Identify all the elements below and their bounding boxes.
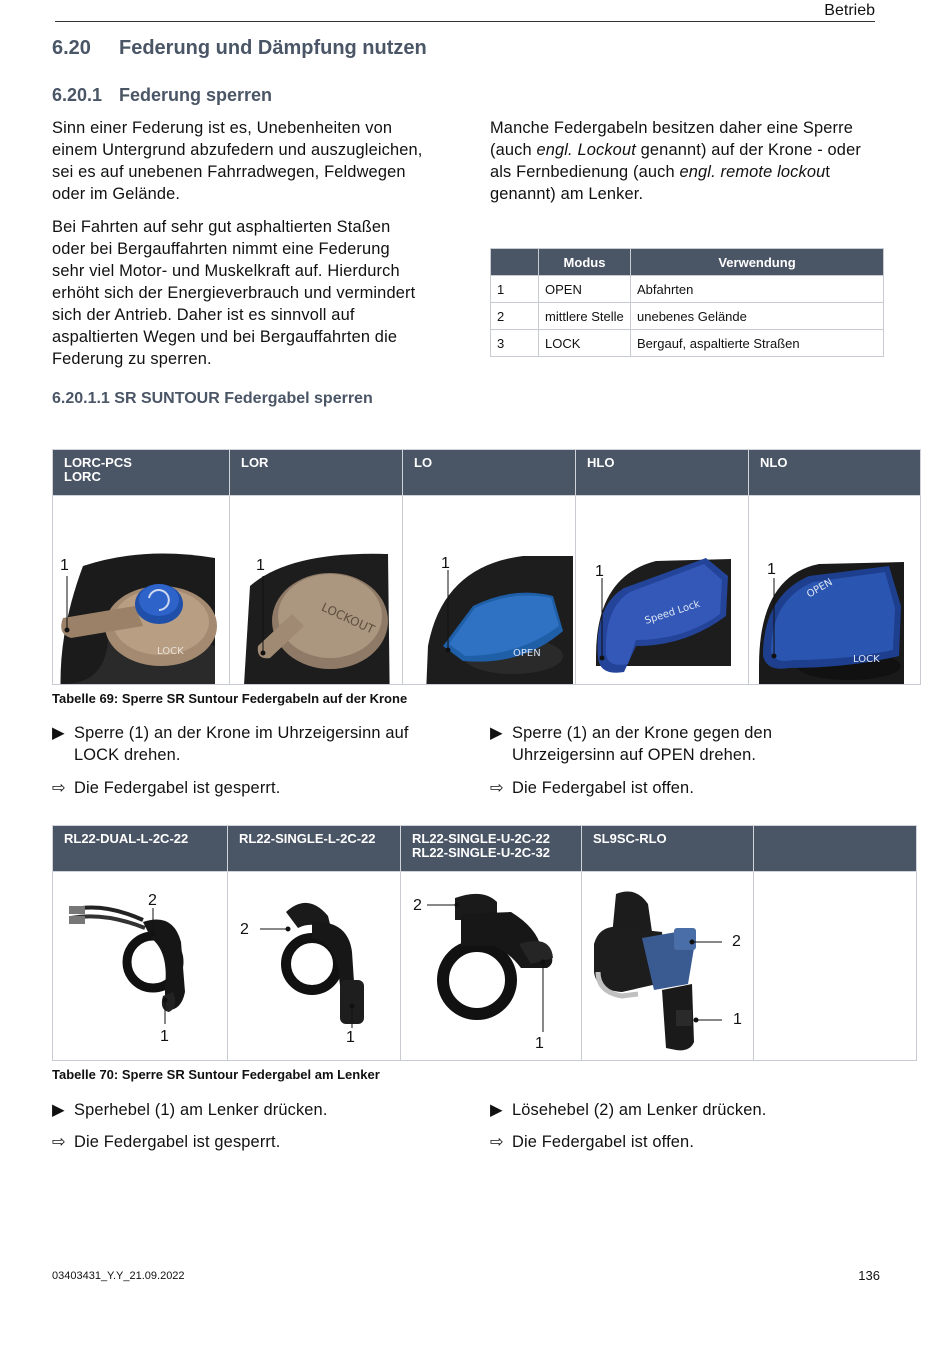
svg-text:2: 2 — [240, 921, 249, 938]
crown-step-lock: ▶ Sperre (1) an der Krone im Uhrzeigersinn auf LOCK drehen. — [52, 724, 409, 764]
bar-col-header: RL22-SINGLE-L-2C-22 — [228, 826, 401, 872]
table-row: 2 mittlere Stelle unebenes Gelände — [491, 303, 884, 330]
crown-col-header: NLO — [749, 450, 921, 496]
table-caption-70: Tabelle 70: Sperre SR Suntour Federgabel am Lenker — [52, 1067, 380, 1082]
crown-col-header: HLO — [576, 450, 749, 496]
svg-text:1: 1 — [535, 1035, 544, 1052]
table-row: 1 OPEN Abfahrten — [491, 276, 884, 303]
bar-col-header: RL22-DUAL-L-2C-22 — [53, 826, 228, 872]
action-arrow-icon: ▶ — [52, 724, 65, 742]
subsection-number: 6.20.1 — [52, 85, 103, 105]
svg-text:1: 1 — [346, 1029, 355, 1046]
bar-figure-cell — [582, 872, 754, 1061]
subsection-heading — [52, 85, 272, 106]
svg-text:LOCKOUT: LOCKOUT — [319, 600, 377, 637]
bar-figure-cell — [401, 872, 582, 1061]
result-arrow-icon: ⇨ — [52, 1133, 66, 1151]
crown-result-lock: ⇨ Die Federgabel ist gesperrt. — [52, 779, 281, 797]
crown-figure-cell — [749, 496, 921, 685]
result-arrow-icon: ⇨ — [52, 779, 66, 797]
rl22-single-u-remote-figure — [401, 872, 582, 1060]
subsubsection-number: 6.20.1.1 — [52, 390, 110, 407]
rl22-single-l-remote-figure — [228, 872, 401, 1060]
bar-col-header: SL9SC-RLO — [582, 826, 754, 872]
lo-knob-figure — [403, 496, 576, 684]
svg-text:1: 1 — [441, 555, 450, 572]
crown-col-header: LORC-PCS LORC — [53, 450, 230, 496]
action-arrow-icon: ▶ — [490, 724, 503, 742]
crown-col-header: LOR — [230, 450, 403, 496]
bar-figure-cell — [228, 872, 401, 1061]
modes-table-header: Modus Verwendung — [491, 249, 884, 276]
rl22-dual-remote-figure — [53, 872, 228, 1060]
document-code: 03403431_Y.Y_21.09.2022 — [52, 1270, 185, 1282]
hlo-knob-figure — [576, 496, 749, 684]
crown-step-open: ▶ Sperre (1) an der Krone gegen den Uhrzeigersinn auf OPEN drehen. — [490, 724, 773, 764]
svg-text:2: 2 — [413, 897, 422, 914]
bar-step-lock: ▶ Sperhebel (1) am Lenker drücken. — [52, 1101, 328, 1119]
svg-text:LOCK: LOCK — [853, 654, 880, 665]
bar-step-open: ▶ Lösehebel (2) am Lenker drücken. — [490, 1101, 767, 1119]
result-arrow-icon: ⇨ — [490, 1133, 504, 1151]
lorc-knob-figure — [53, 496, 230, 684]
svg-text:2: 2 — [732, 933, 741, 950]
svg-text:1: 1 — [595, 563, 604, 580]
svg-text:2: 2 — [148, 892, 157, 909]
subsubsection-heading — [52, 390, 373, 408]
intro-paragraph-2: Bei Fahrten auf sehr gut asphaltierten Staßen oder bei Bergauffahrten nimmt eine Federung sehr viel Motor- und Muskelkraft auf. Hierdurch erhöht sich der Energieverbrauch und vermindert sich der Antrieb. Daher ist es sinnvoll auf aspaltierten Wegen und bei Bergauffahrten die Federung zu sperren. — [52, 218, 416, 368]
empty-figure-cell — [754, 872, 917, 1061]
bar-col-header — [754, 826, 917, 872]
intro-paragraph-1: Sinn einer Federung ist es, Unebenheiten von einem Untergrund abzufedern und auszugleichen, sei es auf unebenen Fahrradwegen, Feldwegen oder im Gelände. — [52, 119, 423, 203]
subsubsection-title: SR SUNTOUR Federgabel sperren — [114, 390, 373, 407]
svg-text:Speed Lock: Speed Lock — [643, 598, 702, 627]
action-arrow-icon: ▶ — [52, 1101, 65, 1119]
crown-figure-cell — [576, 496, 749, 685]
svg-text:OPEN: OPEN — [513, 648, 541, 659]
crown-lockout-table — [52, 449, 921, 685]
bar-figure-cell — [53, 872, 228, 1061]
crown-col-header: LO — [403, 450, 576, 496]
svg-text:1: 1 — [160, 1028, 169, 1045]
section-title: Federung und Dämpfung nutzen — [119, 37, 427, 59]
section-number: 6.20 — [52, 37, 91, 59]
action-arrow-icon: ▶ — [490, 1101, 503, 1119]
svg-text:1: 1 — [733, 1011, 742, 1028]
handlebar-lockout-table — [52, 825, 917, 1061]
page-number: 136 — [858, 1268, 880, 1283]
bar-result-open: ⇨ Die Federgabel ist offen. — [490, 1133, 695, 1151]
nlo-knob-figure — [749, 496, 921, 684]
lor-knob-figure — [230, 496, 403, 684]
running-header: Betrieb — [824, 2, 875, 19]
svg-text:1: 1 — [767, 561, 776, 578]
bar-col-header: RL22-SINGLE-U-2C-22 RL22-SINGLE-U-2C-32 — [401, 826, 582, 872]
section-heading — [52, 37, 427, 60]
result-arrow-icon: ⇨ — [490, 779, 504, 797]
crown-result-open: ⇨ Die Federgabel ist offen. — [490, 779, 695, 797]
header-rule — [55, 21, 875, 22]
table-row: 3 LOCK Bergauf, aspaltierte Straßen — [491, 330, 884, 357]
svg-text:1: 1 — [60, 557, 69, 574]
crown-figure-cell — [53, 496, 230, 685]
subsection-title: Federung sperren — [119, 85, 273, 105]
svg-text:OPEN: OPEN — [805, 576, 835, 601]
svg-text:1: 1 — [256, 557, 265, 574]
crown-figure-cell — [230, 496, 403, 685]
intro-paragraph-right: Manche Federgabeln besitzen daher eine Sperre (auch engl. Lockout genannt) auf der Krone - oder als Fernbedienung (auch engl. remote lockout genannt) am Lenker. — [490, 119, 861, 203]
modes-table — [490, 248, 884, 357]
bar-result-lock: ⇨ Die Federgabel ist gesperrt. — [52, 1133, 281, 1151]
table-caption-69: Tabelle 69: Sperre SR Suntour Federgabeln auf der Krone — [52, 691, 408, 706]
sl9sc-rlo-remote-figure — [582, 872, 754, 1060]
crown-figure-cell — [403, 496, 576, 685]
svg-text:LOCK: LOCK — [157, 646, 184, 657]
